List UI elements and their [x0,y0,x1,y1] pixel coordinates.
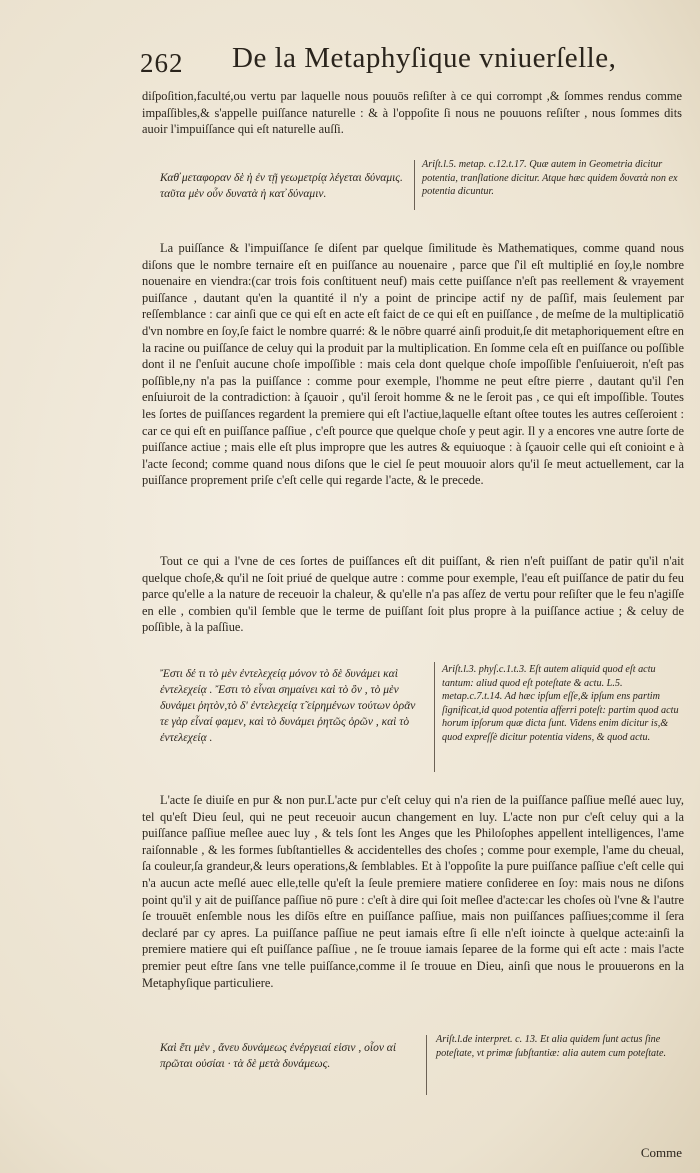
margin-note-3: Ariſt.l.de interpret. c. 13. Et alia quidem ſunt actus ſine poteſtate, vt primæ ſubſtantiæ: alia autem cum poteſtate. [436,1034,667,1059]
column-divider [434,662,435,772]
paragraph-3 [142,553,684,636]
greek-quote-2: Ἔστι δέ τι τὸ μὲν ἐντελεχείᾳ μόνον τὸ δὲ δυνάμει καὶ ἐντελεχείᾳ . Ἔστι τὸ εἶναι σημαίνει καὶ τὸ ὂν , τὸ μὲν δυνάμει ῥητὸν,τὸ δ' ἐντελεχείᾳ τ̃ εἰρημένων τούτων ὁρᾶν τε γὰρ εἶναί φαμεν, καὶ τὸ δυνάμει ῥητῶς ὁρῶν , καὶ τὸ ἐντελεχείᾳ . [160,668,416,744]
page-header [140,42,680,82]
margin-note-2: Ariſt.l.3. phyſ.c.1.t.3. Eſt autem aliquid quod eſt actu tantum: aliud quod eſt poteſtate & actu. L.5. metap.c.7.t.14. Ad hæc ipſum eſſe,& ipſum ens partim ſignificat,id quod potentia afferri poteſt: partim quod actu horum ipſorum quæ dicta ſunt. Videns enim dicitur is,& quod expreſſè dicitur potentia videns, & quod actu. [442,664,679,743]
column-divider [414,160,415,210]
paragraph-1 [142,88,682,138]
paragraph-2 [142,240,684,489]
catchword: Comme [640,1145,682,1160]
paragraph-text: Tout ce qui a l'vne de ces ſortes de puiſſances eſt dit puiſſant, & rien n'eſt puiſſant de patir qu'il n'ait quelque choſe,& qu'il ne ſoit priué de quelque autre : comme pour exemple, l'eau eſt puiſſance de patir du feu parce qu'elle a la nature de receuoir la chaleur, & qu'elle n'a pas aſſez de vertu pour reſiſter que le feu n'agiſſe en elle , combien qu'il ſemble que le terme de puiſſant ſoit plus propre à la puiſſance actiue ; & celuy de poſſible, à la paſſiue. [142,554,684,635]
page-number: 262 [140,48,184,78]
paragraph-4 [142,792,684,991]
greek-quote-1: Καθ̓ μεταφοραν δὲ ἡ ἐν τῇ γεωμετρίᾳ λέγεται δύναμις. ταῦτα μὲν οὖν δυνατὰ ἡ κατ̓ δύναμιν. [160,172,403,200]
column-divider [426,1035,427,1095]
margin-note-1: Ariſt.l.5. metap. c.12.t.17. Quæ autem in Geometria dicitur potentia, tranſlatione dicitur. Atque hæc quidem δυνατὰ non ex potentia dicuntur. [422,159,678,198]
greek-quote-3: Καὶ ἔτι μὲν , ἄνευ δυνάμεως ἐνέργειαί εἰσιν , οἷον αἱ πρῶται οὐσίαι · τὰ δὲ μετὰ δυνάμεως. [160,1042,397,1070]
running-title: De la Metaphyſique vniuerſelle, [232,42,617,74]
paragraph-text: L'acte ſe diuiſe en pur & non pur.L'acte pur c'eſt celuy qui n'a rien de la puiſſance paſſiue meſlé auec luy, tel qu'eſt Dieu ſeul, qui ne peut receuoir aucun changement en luy. L'acte non pur c'eſt celuy qui a la puiſſance paſſiue meſlee auec luy , & tels ſont les Anges que les Philoſophes appellent intelligences, l'ame raiſonnable , & les formes ſubſtantielles & accidentelles des choſes ; comme pour exemple, l'ame du cheual, ſa couleur,ſa grandeur,& leurs operations,& ſemblables. Et à l'oppoſite la pure puiſſance paſſiue c'eſt celle qui n'a aucun acte meſlé auec elle,telle qu'eſt la ſeule premiere matiere conſideree en ſoy: mais nous ne diſons point qu'il y ait de puiſſance paſſiue nō pure : c'eſt à dire qui ſoit meſlee d'acte:car les choſes où l'vne & l'autre ſe trouuēt enſemble nous les diſōs eſtre en puiſſance paſſiue, mais non puiſſances paſſiues;comme il ſera declaré par cy apres. La puiſſance paſſiue ne peut iamais eſtre ſi elle n'eſt ioincte à quelque acte:ainſi la premiere matiere qui eſt puiſſance paſſiue , ne ſe trouue iamais ſeparee de la forme qui eſt acte : mais l'acte premier peut eſtre ſans vne telle puiſſance,comme il ſe trouue en Dieu, ainſi que nous le prouuerons en la Metaphyſique particuliere. [142,793,684,990]
paragraph-text: diſpoſition,faculté,ou vertu par laquelle nous pouuōs reſiſter à ce qui corrompt ,& ſommes rendus comme impaſſibles,& s'appelle puiſſance naturelle : & à l'oppoſite ſi nous ne pouuons reſiſter , nous ſommes dits auoir l'impuiſſance qui eſt naturelle auſſi. [142,89,682,137]
paragraph-text: La puiſſance & l'impuiſſance ſe diſent par quelque ſimilitude ès Mathematiques, comme quand nous diſons que le nombre ternaire eſt en puiſſance au nouenaire , parce que ſ'il eſt multiplié en ſoy,le nombre nouenaire en viendra:(car trois fois conſtituent neuf) mais cette puiſſance n'eſt pas reellement & vrayement puiſſance , dautant qu'en la quantité il n'y a point de principe actif ny de paſſif, mais ſeulement par reſſemblance : car ainſi que ce qui eſt en acte eſt faict de ce qui eſt en puiſſance , de meſme de la multiplicatiō d'vn nombre en ſoy,ſe faict le nombre quarré: & le nōbre quarré ainſi produit,ſe dit metaphoriquement eſtre en la racine ou puiſſance de celuy qui la produit par la multiplication. En ſomme cela eſt en puiſſance ou poſſible dont il ne ſ'enſuit aucune choſe impoſſible : mais cela dont quelque choſe impoſſible ſ'enſuiueroit, n'eſt pas poſſible,ny n'a pas la puiſſance : comme pour exemple, l'homme ne peut eſtre pierre , dautant qu'il ſ'en enſuiuroit de la contradiction: à ſçauoir , qu'il ſeroit homme & ne le ſeroit pas , ce qui eſt impoſſible. Toutes les ſortes de puiſſances regardent la premiere qui eſt l'actiue,laquelle eſtant oſtee toutes les autres ceſſeroient : car ce qui eſt en puiſſance paſſiue , c'eſt pource que quelque choſe y peut agir. Il y a encores vne autre ſorte de puiſſance actiue ; mais elle eſt plus impropre que les autres & equiuoque : à ſçauoir celle qui eſt conioint e à l'acte ſecond; comme quand nous diſons que le ciel ſe peut mouuoir alors qu'il ſe meut actuellement, car la puiſſance proprement priſe c'eſt celle qui regarde l'acte, & le precede. [142,241,684,488]
